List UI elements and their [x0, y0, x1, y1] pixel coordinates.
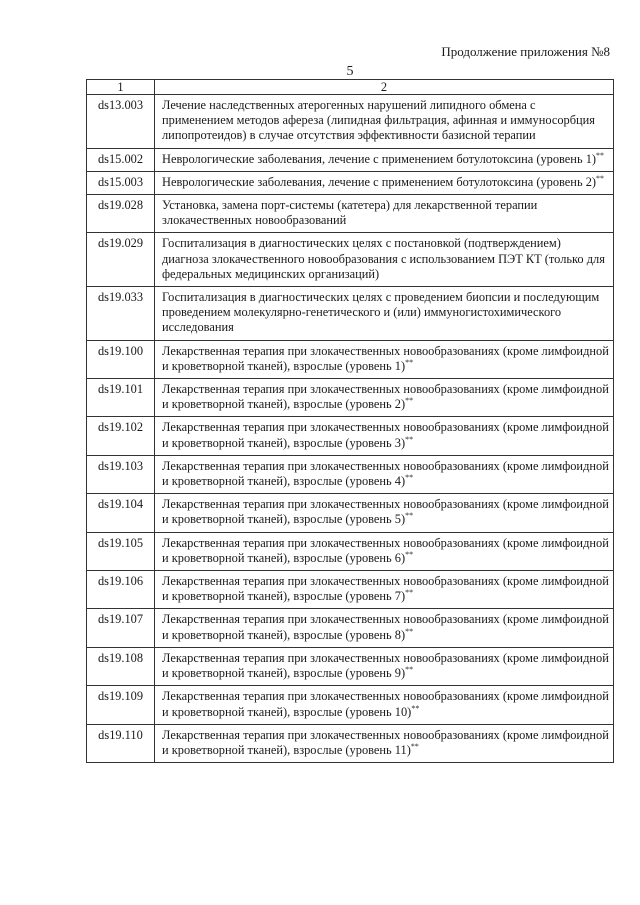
row-code: ds19.109: [87, 686, 155, 724]
row-description: [155, 571, 614, 609]
row-description-text: Лекарственная терапия при злокачественных новообразованиях (кроме лимфоидной и кроветворной тканей), взрослые (уровень 6): [162, 535, 609, 565]
row-code: ds19.108: [87, 647, 155, 685]
row-description: [155, 171, 614, 194]
row-description: [155, 340, 614, 378]
footnote-mark: **: [405, 549, 414, 559]
table-row: [87, 379, 614, 417]
row-description-text: Госпитализация в диагностических целях с проведением биопсии и последующим проведением молекулярно-генетического и (или) иммуногистохимического исследования: [162, 290, 600, 335]
footnote-mark: **: [405, 434, 414, 444]
row-description: [155, 455, 614, 493]
row-code: ds15.003: [87, 171, 155, 194]
row-description-text: Лекарственная терапия при злокачественных новообразованиях (кроме лимфоидной и кроветворной тканей), взрослые (уровень 2): [162, 382, 609, 412]
table-row: [87, 148, 614, 171]
column-header-1: 1: [87, 80, 155, 95]
table-row: [87, 455, 614, 493]
row-description: [155, 724, 614, 762]
row-description: [155, 609, 614, 647]
footnote-mark: **: [405, 396, 414, 406]
footnote-mark: **: [405, 626, 414, 636]
row-description: [155, 233, 614, 287]
table-row: [87, 233, 614, 287]
table-row: [87, 287, 614, 341]
row-code: ds19.033: [87, 287, 155, 341]
table-row: [87, 724, 614, 762]
row-description-text: Лекарственная терапия при злокачественных новообразованиях (кроме лимфоидной и кроветворной тканей), взрослые (уровень 11): [162, 727, 609, 757]
row-description: [155, 417, 614, 455]
row-description-text: Лекарственная терапия при злокачественных новообразованиях (кроме лимфоидной и кроветворной тканей), взрослые (уровень 4): [162, 458, 609, 489]
row-code: ds19.029: [87, 233, 155, 287]
table-row: [87, 171, 614, 194]
footnote-mark: **: [596, 150, 605, 160]
row-description-text: Неврологические заболевания, лечение с применением ботулотоксина (уровень 1): [162, 151, 597, 166]
row-code: ds19.107: [87, 609, 155, 647]
footnote-mark: **: [405, 473, 414, 483]
row-description-text: Лекарственная терапия при злокачественных новообразованиях (кроме лимфоидной и кроветворной тканей), взрослые (уровень 9): [162, 650, 609, 681]
row-description-text: Госпитализация в диагностических целях с постановкой (подтверждением) диагноза злокачественного новообразования с использованием ПЭТ КТ (только для федеральных медицинских организаций): [162, 236, 605, 281]
row-description-text: Лекарственная терапия при злокачественных новообразованиях (кроме лимфоидной и кроветворной тканей), взрослые (уровень 1): [162, 343, 609, 373]
row-description: [155, 287, 614, 341]
table-row: [87, 340, 614, 378]
row-code: ds19.104: [87, 494, 155, 532]
row-code: ds19.102: [87, 417, 155, 455]
row-description-text: Неврологические заболевания, лечение с применением ботулотоксина (уровень 2): [162, 174, 597, 189]
footnote-mark: **: [405, 357, 414, 367]
footnote-mark: **: [405, 511, 414, 521]
table-row: [87, 532, 614, 570]
row-code: ds19.101: [87, 379, 155, 417]
table-header-row: [87, 80, 614, 95]
row-code: ds19.028: [87, 195, 155, 233]
table-body: [87, 95, 614, 763]
row-description-text: Установка, замена порт-системы (катетера) для лекарственной терапии злокачественных новообразований: [162, 198, 538, 228]
table-row: [87, 609, 614, 647]
column-header-2: 2: [155, 80, 614, 95]
table-row: [87, 571, 614, 609]
table-row: [87, 647, 614, 685]
footnote-mark: **: [410, 741, 419, 751]
table-row: [87, 494, 614, 532]
row-description-text: Лекарственная терапия при злокачественных новообразованиях (кроме лимфоидной и кроветворной тканей), взрослые (уровень 10): [162, 689, 609, 719]
footnote-mark: **: [405, 588, 414, 598]
row-description-text: Лекарственная терапия при злокачественных новообразованиях (кроме лимфоидной и кроветворной тканей), взрослые (уровень 5): [162, 497, 609, 527]
table-row: [87, 95, 614, 149]
row-code: ds15.002: [87, 148, 155, 171]
row-code: ds13.003: [87, 95, 155, 149]
row-description: [155, 686, 614, 724]
row-description: [155, 532, 614, 570]
row-description: [155, 148, 614, 171]
row-description: [155, 195, 614, 233]
row-description-text: Лекарственная терапия при злокачественных новообразованиях (кроме лимфоидной и кроветворной тканей), взрослые (уровень 3): [162, 420, 609, 450]
row-code: ds19.106: [87, 571, 155, 609]
footnote-mark: **: [405, 665, 414, 675]
appendix-continuation-note: Продолжение приложения №8: [441, 44, 610, 59]
row-code: ds19.103: [87, 455, 155, 493]
footnote-mark: **: [596, 173, 605, 183]
table-row: [87, 195, 614, 233]
row-code: ds19.105: [87, 532, 155, 570]
page-number: 5: [346, 64, 354, 79]
service-codes-table: [86, 79, 614, 763]
row-description: [155, 379, 614, 417]
row-code: ds19.100: [87, 340, 155, 378]
row-description: [155, 647, 614, 685]
row-description-text: Лекарственная терапия при злокачественных новообразованиях (кроме лимфоидной и кроветворной тканей), взрослые (уровень 7): [162, 574, 609, 604]
table-row: [87, 686, 614, 724]
row-description: [155, 494, 614, 532]
table-row: [87, 417, 614, 455]
row-description: [155, 95, 614, 149]
footnote-mark: **: [411, 703, 420, 713]
row-description-text: Лекарственная терапия при злокачественных новообразованиях (кроме лимфоидной и кроветворной тканей), взрослые (уровень 8): [162, 612, 609, 642]
row-description-text: Лечение наследственных атерогенных нарушений липидного обмена с применением методов афереза (липидная фильтрация, афинная и иммуносорбция липопротеидов) в случае отсутствия эффективности базисной терапии: [162, 98, 595, 143]
row-code: ds19.110: [87, 724, 155, 762]
